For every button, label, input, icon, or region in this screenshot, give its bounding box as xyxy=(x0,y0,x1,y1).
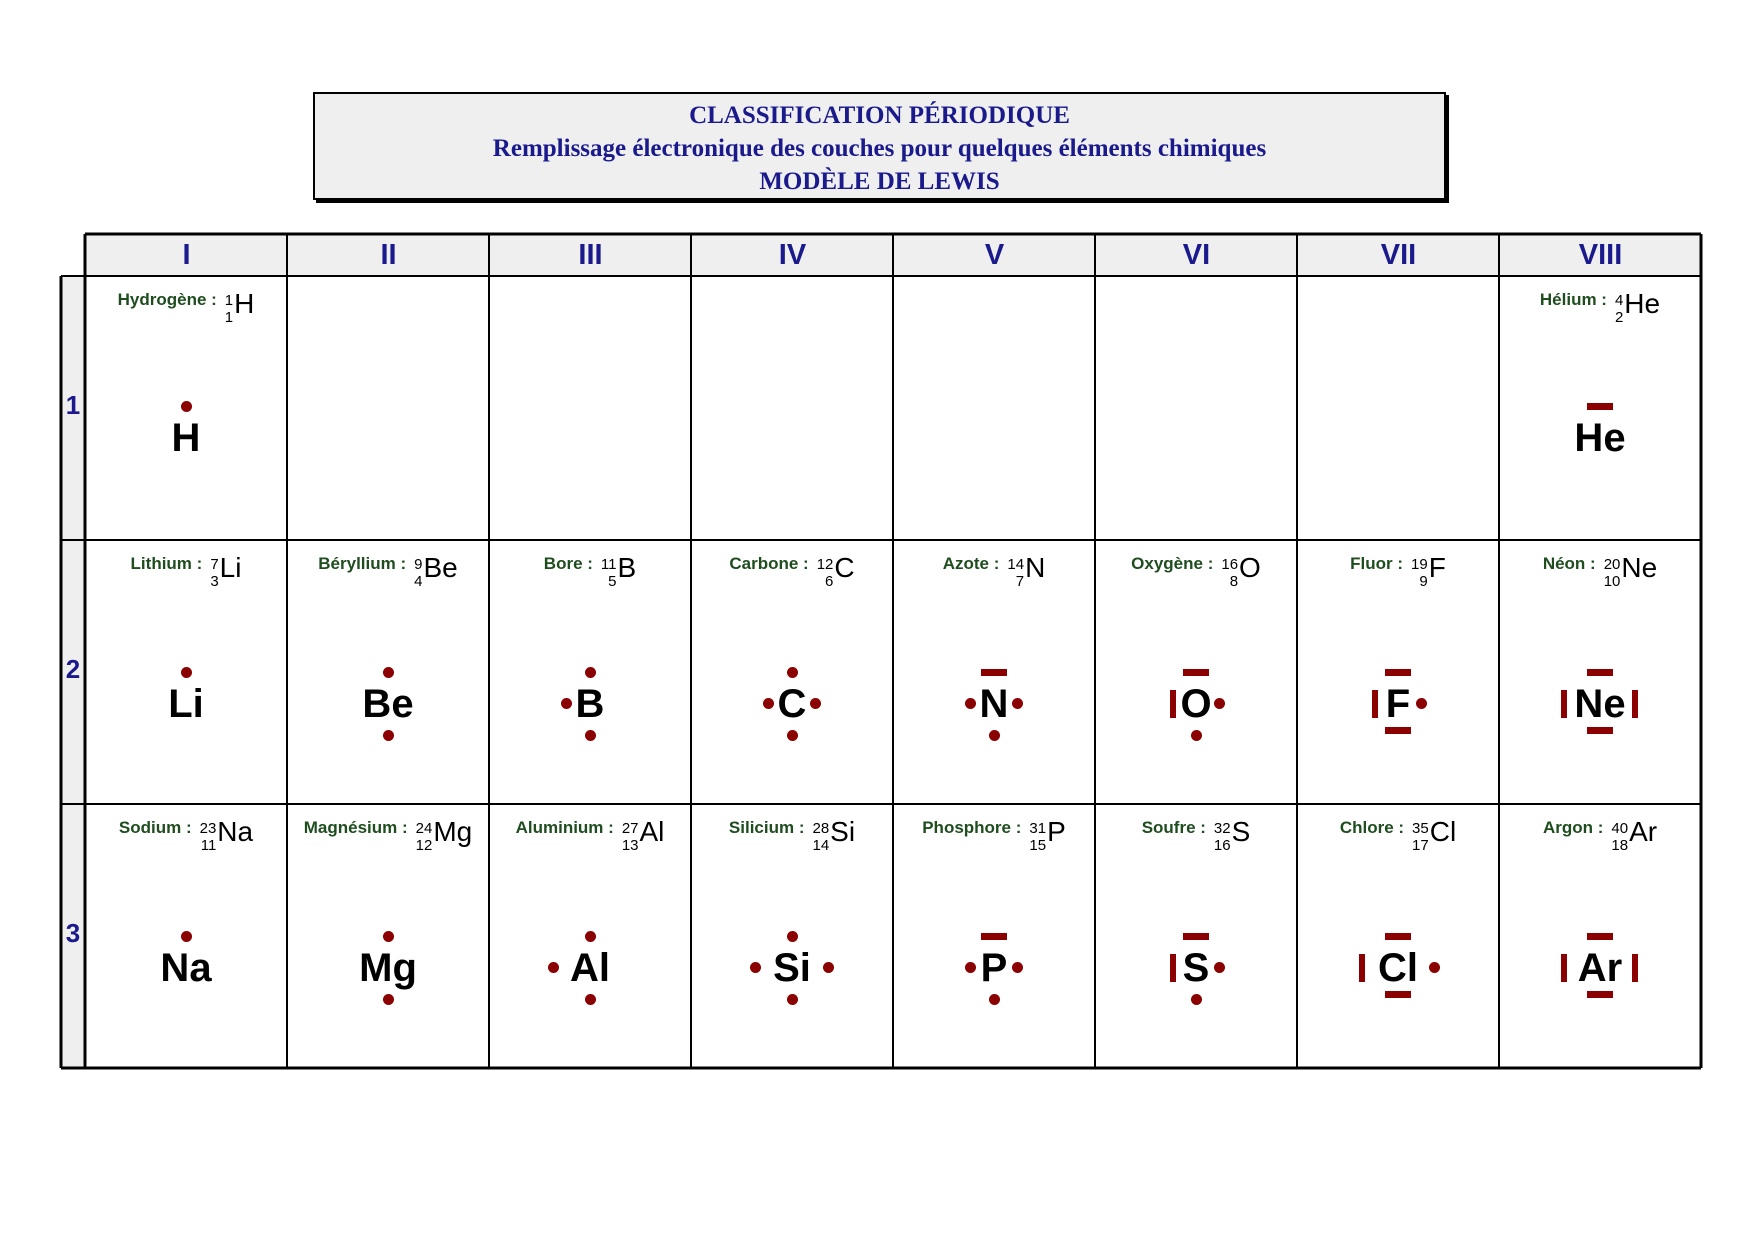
column-header-VIII: VIII xyxy=(1499,234,1702,277)
atomic-number: 16 xyxy=(1213,837,1231,854)
mass-number: 14 xyxy=(1007,556,1025,573)
atomic-number: 15 xyxy=(1029,837,1047,854)
title-line-3: MODÈLE DE LEWIS xyxy=(759,168,1000,195)
element-name: Fluor : xyxy=(1350,554,1404,573)
atomic-number: 14 xyxy=(812,837,830,854)
mass-number: 31 xyxy=(1029,820,1047,837)
lewis-symbol: C xyxy=(777,682,807,726)
atomic-number: 12 xyxy=(415,837,433,854)
lewis-symbol: Si xyxy=(773,946,811,990)
atomic-number: 1 xyxy=(224,309,234,326)
row-label-1: 1 xyxy=(61,276,85,540)
element-name: Sodium : xyxy=(118,818,192,837)
mass-number: 4 xyxy=(1614,292,1624,309)
atomic-number: 11 xyxy=(200,837,217,854)
mass-number: 20 xyxy=(1603,556,1621,573)
atomic-number: 7 xyxy=(1015,573,1025,590)
element-name: Hélium : xyxy=(1539,290,1607,309)
column-header-VII: VII xyxy=(1297,234,1500,277)
atomic-number: 5 xyxy=(608,573,617,590)
column-header-I: I xyxy=(85,234,288,277)
atomic-number: 18 xyxy=(1611,837,1629,854)
mass-number: 35 xyxy=(1412,820,1429,837)
mass-number: 27 xyxy=(621,820,639,837)
element-name: Aluminium : xyxy=(515,818,614,837)
atomic-number: 6 xyxy=(825,573,834,590)
mass-number: 32 xyxy=(1213,820,1231,837)
lewis-symbol: Cl xyxy=(1378,946,1418,990)
element-symbol: F xyxy=(1428,552,1446,583)
lewis-symbol: P xyxy=(980,946,1008,990)
column-header-VI: VI xyxy=(1095,234,1298,277)
element-name: Bore : xyxy=(543,554,593,573)
mass-number: 40 xyxy=(1611,820,1629,837)
element-symbol: Al xyxy=(639,816,665,847)
atomic-number: 9 xyxy=(1419,573,1428,590)
mass-number: 9 xyxy=(414,556,423,573)
element-name: Magnésium : xyxy=(303,818,408,837)
element-symbol: N xyxy=(1025,552,1046,583)
lewis-symbol: O xyxy=(1180,682,1212,726)
element-symbol: Na xyxy=(217,816,254,847)
element-symbol: C xyxy=(834,552,855,583)
lewis-symbol: N xyxy=(979,682,1009,726)
atomic-number: 3 xyxy=(210,573,219,590)
element-symbol: Si xyxy=(830,816,856,847)
mass-number: 16 xyxy=(1221,556,1239,573)
element-symbol: Cl xyxy=(1429,816,1457,847)
lewis-symbol: Ar xyxy=(1577,946,1623,990)
row-label-2: 2 xyxy=(61,540,85,804)
element-symbol: Be xyxy=(423,552,458,583)
element-symbol: P xyxy=(1047,816,1066,847)
title-line-2: Remplissage électronique des couches pour quelques éléments chimiques xyxy=(492,135,1267,162)
mass-number: 12 xyxy=(816,556,834,573)
row-label-3: 3 xyxy=(61,804,85,1068)
element-name: Argon : xyxy=(1542,818,1604,837)
lewis-symbol: Ne xyxy=(1574,682,1626,726)
atomic-number: 10 xyxy=(1603,573,1621,590)
element-symbol: Mg xyxy=(433,816,473,847)
element-name: Lithium : xyxy=(130,554,203,573)
element-symbol: He xyxy=(1624,288,1661,319)
mass-number: 28 xyxy=(812,820,830,837)
mass-number: 7 xyxy=(210,556,219,573)
lewis-symbol: H xyxy=(171,416,201,460)
atomic-number: 2 xyxy=(1614,309,1624,326)
element-name: Carbone : xyxy=(729,554,809,573)
element-symbol: Li xyxy=(219,552,242,583)
lewis-symbol: He xyxy=(1574,416,1626,460)
element-name: Oxygène : xyxy=(1131,554,1214,573)
mass-number: 11 xyxy=(600,556,617,573)
column-header-II: II xyxy=(287,234,490,277)
element-name: Chlore : xyxy=(1339,818,1405,837)
element-symbol: H xyxy=(234,288,255,319)
lewis-symbol: Li xyxy=(168,682,204,726)
mass-number: 19 xyxy=(1411,556,1428,573)
lewis-symbol: F xyxy=(1385,682,1411,726)
lewis-symbol: Be xyxy=(362,682,414,726)
element-name: Azote : xyxy=(942,554,1000,573)
element-name: Néon : xyxy=(1542,554,1596,573)
mass-number: 23 xyxy=(199,820,217,837)
lewis-symbol: Na xyxy=(160,946,212,990)
lewis-symbol: B xyxy=(575,682,605,726)
atomic-number: 4 xyxy=(414,573,423,590)
element-name: Béryllium : xyxy=(318,554,407,573)
element-symbol: Ar xyxy=(1629,816,1658,847)
element-symbol: Ne xyxy=(1621,552,1658,583)
element-name: Phosphore : xyxy=(922,818,1022,837)
element-symbol: O xyxy=(1239,552,1261,583)
atomic-number: 17 xyxy=(1412,837,1429,854)
column-header-III: III xyxy=(489,234,692,277)
element-name: Hydrogène : xyxy=(117,290,217,309)
lewis-symbol: Al xyxy=(570,946,610,990)
element-name: Soufre : xyxy=(1141,818,1206,837)
element-symbol: B xyxy=(617,552,637,583)
atomic-number: 8 xyxy=(1229,573,1239,590)
mass-number: 24 xyxy=(415,820,433,837)
mass-number: 1 xyxy=(224,292,234,309)
lewis-symbol: S xyxy=(1182,946,1210,990)
lewis-symbol: Mg xyxy=(359,946,417,990)
element-name: Silicium : xyxy=(728,818,805,837)
title-line-1: CLASSIFICATION PÉRIODIQUE xyxy=(689,102,1070,129)
column-header-IV: IV xyxy=(691,234,894,277)
column-header-V: V xyxy=(893,234,1096,277)
element-symbol: S xyxy=(1231,816,1251,847)
atomic-number: 13 xyxy=(621,837,639,854)
